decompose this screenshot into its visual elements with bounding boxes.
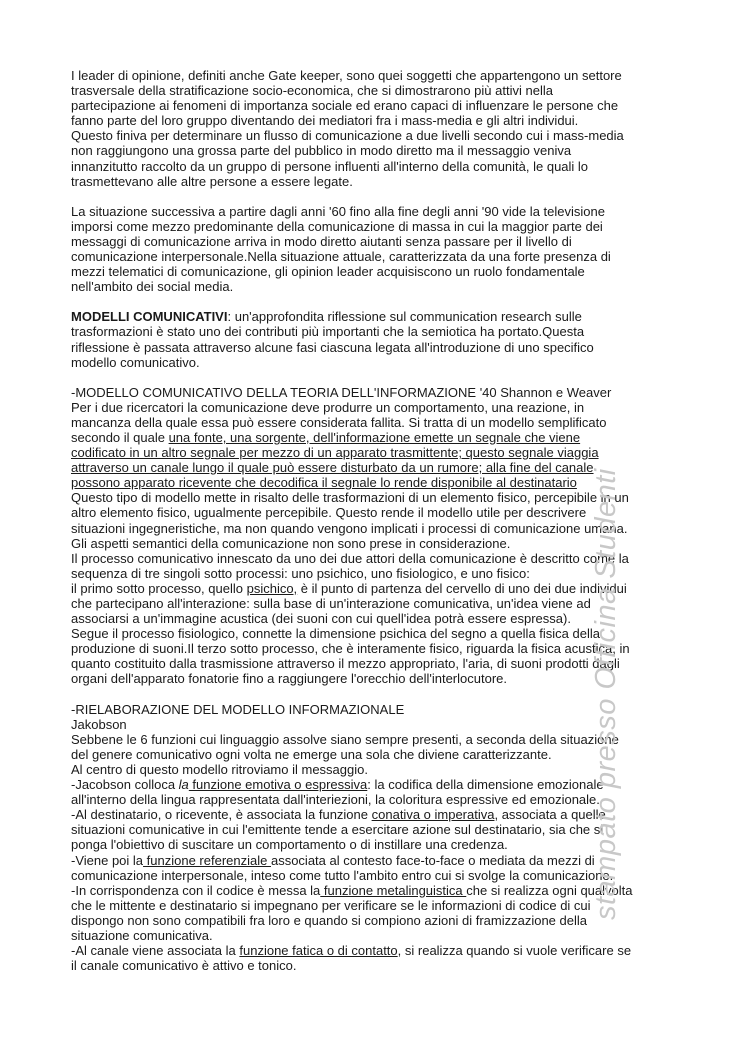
- text-span: -In corrispondenza con il codice è messa la: [71, 882, 321, 898]
- text-line: associarsi a un'immagine acustica (dei suoni con cui quell'idea potrà essere espressa).: [71, 611, 571, 627]
- underlined-line: codificato in un altro segnale per mezzo di un apparato trasmittente; questo segnale viaggia: [71, 445, 599, 461]
- paragraph-opinion-leaders: [71, 68, 675, 189]
- text-line: imporsi come mezzo predominante della comunicazione di massa in cui la maggior parte dei: [71, 218, 603, 234]
- underlined-text: una fonte, una sorgente, dell'informazione emette un segnale che viene: [168, 429, 581, 445]
- underlined-text: funzione metalinguistica: [320, 882, 467, 898]
- text-line: mancanza della quale essa può essere considerata fallita. Si tratta di un modello semplificato: [71, 414, 607, 430]
- text-line: che le mittente e destinatario si impegnano per verificare se le informazioni di codice di cui: [71, 897, 591, 913]
- text-span: , si realizza quando si vuole verificare se: [397, 943, 632, 959]
- underlined-text: conativa o imperativa: [371, 807, 495, 823]
- text-line: del genere comunicativo ogni volta ne emerge una sola che diviene caratterizzante.: [71, 746, 552, 762]
- text-line: sequenza di tre singoli sotto processi: uno psichico, uno fisiologico, e uno fisico:: [71, 565, 530, 581]
- text-line: non raggiungono una grossa parte del pubblico in modo diretto ma il messaggio veniva: [71, 143, 572, 159]
- text-line: comunicazione interpersonale, inteso come tutto l'ambito entro cui si svolge la comunicazione.: [71, 867, 614, 883]
- text-line: trasmettevano alle altre persone a essere legate.: [71, 173, 353, 189]
- text-line: [71, 581, 675, 596]
- text-line: trasformazioni è stato uno dei contributi più importanti che la semiotica ha portato.Questa: [71, 324, 585, 340]
- watermark: stampato presso Officina Studenti: [590, 468, 622, 920]
- text-line: quanto costituito dalla trasmissione attraverso il mezzo appropriato, l'aria, di suoni prodotti dagli: [71, 656, 620, 672]
- text-line: fanno parte del loro gruppo diventando dei mediatori fra i mass-media e gli altri individui.: [71, 113, 579, 129]
- text-line: comunicazione interpersonale.Nella situazione attuale, caratterizzata da una forte presenza di: [71, 249, 611, 265]
- text-line: innanzitutto raccolto da un gruppo di persone influenti all'interno della comunità, le quali lo: [71, 158, 589, 174]
- paragraph-television: [71, 204, 675, 295]
- text-line: Il processo comunicativo innescato da uno dei due attori della comunicazione è descritto come la: [71, 550, 629, 566]
- text-line: mezzi telematici di comunicazione, gli opinion leader acquisiscono un ruolo fondamentale: [71, 264, 585, 280]
- text-span: il primo sotto processo, quello: [71, 580, 247, 596]
- section-title: MODELLI COMUNICATIVI: [71, 309, 228, 325]
- text-line: ponga l'obiettivo di suscitare un comportamento o di instillare una credenza.: [71, 837, 508, 853]
- text-line: Sebbene le 6 funzioni cui linguaggio assolve siano sempre presenti, a seconda della situazione: [71, 731, 619, 747]
- text-span: che si realizza ogni qualvolta: [466, 882, 633, 898]
- underlined-text: funzione fatica o di contatto: [239, 943, 398, 959]
- underlined-text: funzione emotiva o espressiva: [188, 777, 368, 793]
- text-span: -Jacobson colloca: [71, 777, 179, 793]
- paragraph-jakobson: [71, 702, 675, 974]
- italic-text: la: [178, 777, 189, 793]
- text-line: situazioni ingegneristiche, ma non quando vengono implicati i processi di comunicazione umana.: [71, 520, 628, 536]
- text-span: -Al destinatario, o ricevente, è associata la funzione: [71, 807, 372, 823]
- text-line: modello comunicativo.: [71, 354, 200, 370]
- text-span: : la codifica della dimensione emozionale: [367, 777, 604, 793]
- underlined-text: psichico,: [246, 580, 298, 596]
- text-line: La situazione successiva a partire dagli anni '60 fino alla fine degli anni '90 vide la televisione: [71, 203, 605, 219]
- text-line: Gli aspetti semantici della comunicazione non sono prese in considerazione.: [71, 535, 511, 551]
- text-span: , associata a quelle: [494, 807, 606, 823]
- text-line: Segue il processo fisiologico, connette la dimensione psichica del segno a quella fisica della: [71, 626, 600, 642]
- text-line: [71, 853, 675, 868]
- text-span: : un'approfondita riflessione sul communication research sulle: [227, 309, 582, 325]
- text-span: associata al contesto face-to-face o mediata da mezzi di: [270, 852, 595, 868]
- text-line: trasversale della stratificazione socio-economica, che si dimostrarono più attivi nella: [71, 83, 553, 99]
- text-line: Al centro di questo modello ritroviamo il messaggio.: [71, 761, 368, 777]
- text-line: messaggi di comunicazione arriva in modo diretto aiutanti senza passare per il livello di: [71, 233, 572, 249]
- text-line: [71, 777, 675, 792]
- section-heading: -MODELLO COMUNICATIVO DELLA TEORIA DELL'INFORMAZIONE '40 Shannon e Weaver: [71, 384, 612, 400]
- text-span: è il punto di partenza del cervello di uno dei due individui: [297, 580, 627, 596]
- underlined-line: attraverso un canale lungo il quale può essere disturbato da un rumore; alla fine del canale: [71, 460, 594, 476]
- document-page: [71, 68, 675, 973]
- text-span: -Viene poi la: [71, 852, 144, 868]
- text-line: all'interno della lingua rappresentata dall'interiezioni, la coloritura espressive ed emozionale.: [71, 792, 600, 808]
- author-name: Jakobson: [71, 716, 127, 732]
- text-line: [71, 883, 675, 898]
- text-line: [71, 309, 675, 324]
- text-line: situazioni comunicative in cui l'emittente tende a esercitare azione sul destinatario, sia che si: [71, 822, 604, 838]
- text-line: Questo finiva per determinare un flusso di comunicazione a due livelli secondo cui i mass-media: [71, 128, 624, 144]
- text-line: [71, 807, 675, 822]
- paragraph-shannon-weaver: [71, 385, 675, 687]
- text-line: I leader di opinione, definiti anche Gate keeper, sono quei soggetti che appartengono un settore: [71, 68, 622, 83]
- text-line: partecipazione ai fenomeni di importanza sociale ed erano capaci di influenzare le persone che: [71, 98, 619, 114]
- text-span: -Al canale viene associata la: [71, 943, 240, 959]
- text-line: situazione comunicativa.: [71, 927, 213, 943]
- text-span: secondo il quale: [71, 429, 169, 445]
- text-line: Per i due ricercatori la comunicazione deve produrre un comportamento, una reazione, in: [71, 399, 585, 415]
- text-line: altro elemento fisico, ugualmente percepibile. Questo rende il modello utile per descrivere: [71, 505, 587, 521]
- text-line: nell'ambito dei social media.: [71, 279, 234, 295]
- text-line: [71, 943, 675, 958]
- text-line: riflessione è passata attraverso alcune fasi ciascuna legata all'introduzione di uno specifico: [71, 339, 594, 355]
- text-line: Questo tipo di modello mette in risalto delle trasformazioni di un elemento fisico, percepibile in un: [71, 490, 629, 506]
- paragraph-communication-models: [71, 309, 675, 369]
- text-line: [71, 430, 675, 445]
- text-line: organi dell'apparato fonatorie fino a raggiungere l'orecchio dell'interlocutore.: [71, 671, 508, 687]
- text-line: il canale comunicativo è attivo e tonico.: [71, 958, 297, 974]
- section-heading: -RIELABORAZIONE DEL MODELLO INFORMAZIONALE: [71, 701, 405, 717]
- underlined-line: possono apparato ricevente che decodifica il segnale lo rende disponibile al destinatario: [71, 475, 577, 491]
- text-line: che partecipano all'interazione: sulla base di un'interazione comunicativa, un'idea viene ad: [71, 596, 591, 611]
- underlined-text: funzione referenziale: [143, 852, 271, 868]
- text-line: produzione di suoni.Il terzo sotto processo, che è interamente fisico, riguarda la fisica acustica, in: [71, 641, 630, 657]
- text-line: dispongo non sono compatibili fra loro e quando si compiono azioni di framizzazione della: [71, 912, 587, 928]
